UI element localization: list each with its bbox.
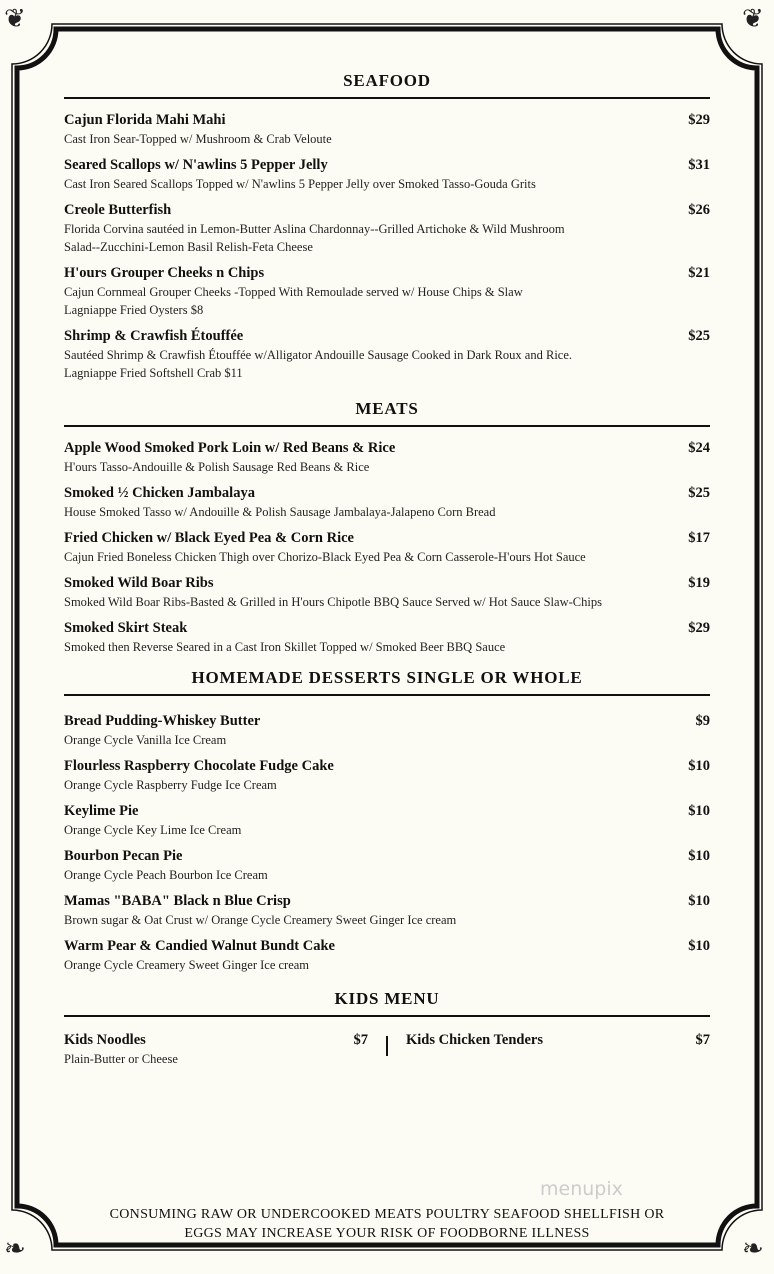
item-description: Cast Iron Sear-Topped w/ Mushroom & Crab Veloute <box>64 132 332 146</box>
floral-ornament-icon: ❧ <box>742 1234 764 1263</box>
section-divider <box>64 425 710 427</box>
item-description: Florida Corvina sautéed in Lemon-Butter Aslina Chardonnay--Grilled Artichoke & Wild Mushroom <box>64 222 565 236</box>
item-name: Warm Pear & Candied Walnut Bundt Cake <box>64 938 335 954</box>
section-title: MEATS <box>355 399 419 418</box>
item-price: $17 <box>688 530 710 546</box>
menu-item <box>64 264 710 319</box>
item-name: Kids Chicken Tenders <box>406 1032 543 1048</box>
menu-item <box>64 937 710 974</box>
item-name: Smoked ½ Chicken Jambalaya <box>64 485 255 501</box>
item-name: Bread Pudding-Whiskey Butter <box>64 713 261 729</box>
item-description: H'ours Tasso-Andouille & Polish Sausage Red Beans & Rice <box>64 460 370 474</box>
item-price: $10 <box>688 848 710 864</box>
item-description: Cajun Fried Boneless Chicken Thigh over Chorizo-Black Eyed Pea & Corn Casserole-H'ours Hot Sauce <box>64 550 586 564</box>
item-description: Sautéed Shrimp & Crawfish Étouffée w/Alligator Andouille Sausage Cooked in Dark Roux and Rice. <box>64 348 573 362</box>
item-description: Orange Cycle Vanilla Ice Cream <box>64 733 227 747</box>
item-name: Apple Wood Smoked Pork Loin w/ Red Beans & Rice <box>64 440 396 456</box>
food-safety-disclaimer <box>0 1205 774 1243</box>
meats-section <box>64 398 710 664</box>
item-name: Kids Noodles <box>64 1032 146 1048</box>
item-name: Smoked Skirt Steak <box>64 620 188 636</box>
menu-item <box>64 757 710 794</box>
item-description: Orange Cycle Raspberry Fudge Ice Cream <box>64 778 277 792</box>
floral-ornament-icon: ❦ <box>4 4 26 33</box>
item-price: $19 <box>688 575 710 591</box>
menu-item <box>64 574 710 611</box>
item-name: Smoked Wild Boar Ribs <box>64 575 214 591</box>
section-title: KIDS MENU <box>334 989 440 1008</box>
item-price: $31 <box>688 157 710 173</box>
section-divider <box>64 97 710 99</box>
item-price: $10 <box>688 893 710 909</box>
menu-item <box>388 1031 710 1068</box>
menu-item <box>64 712 710 749</box>
item-description: Salad--Zucchini-Lemon Basil Relish-Feta Cheese <box>64 240 313 254</box>
item-name: Mamas "BABA" Black n Blue Crisp <box>64 893 291 909</box>
menu-item <box>64 439 710 476</box>
item-description: Lagniappe Fried Softshell Crab $11 <box>64 366 243 380</box>
menu-item <box>64 156 710 193</box>
item-price: $7 <box>353 1032 368 1048</box>
menu-item <box>64 802 710 839</box>
item-price: $10 <box>688 758 710 774</box>
item-price: $24 <box>688 440 710 456</box>
item-name: Cajun Florida Mahi Mahi <box>64 112 226 128</box>
item-description: House Smoked Tasso w/ Andouille & Polish Sausage Jambalaya-Jalapeno Corn Bread <box>64 505 496 519</box>
floral-ornament-icon: ❦ <box>742 4 764 33</box>
watermark: menupix <box>540 1178 623 1200</box>
disclaimer-line: CONSUMING RAW OR UNDERCOOKED MEATS POULTRY SEAFOOD SHELLFISH OR <box>109 1207 665 1222</box>
item-description: Orange Cycle Creamery Sweet Ginger Ice cream <box>64 958 310 972</box>
item-price: $25 <box>688 328 710 344</box>
menu-item <box>64 529 710 566</box>
item-description: Orange Cycle Peach Bourbon Ice Cream <box>64 868 268 882</box>
item-price: $10 <box>688 803 710 819</box>
item-description: Lagniappe Fried Oysters $8 <box>64 303 204 317</box>
item-price: $10 <box>688 938 710 954</box>
menu-item <box>64 111 710 148</box>
item-price: $25 <box>688 485 710 501</box>
item-description: Orange Cycle Key Lime Ice Cream <box>64 823 242 837</box>
item-description: Smoked then Reverse Seared in a Cast Iron Skillet Topped w/ Smoked Beer BBQ Sauce <box>64 640 506 654</box>
item-name: Keylime Pie <box>64 803 139 819</box>
menu-item <box>64 1031 386 1068</box>
seafood-section <box>64 70 710 390</box>
section-title: SEAFOOD <box>343 71 431 90</box>
item-description: Cast Iron Seared Scallops Topped w/ N'awlins 5 Pepper Jelly over Smoked Tasso-Gouda Grits <box>64 177 536 191</box>
menu-item <box>64 619 710 656</box>
item-name: H'ours Grouper Cheeks n Chips <box>64 265 265 281</box>
menu-item <box>64 327 710 382</box>
floral-ornament-icon: ❧ <box>4 1234 26 1263</box>
item-price: $26 <box>688 202 710 218</box>
item-name: Seared Scallops w/ N'awlins 5 Pepper Jelly <box>64 157 328 173</box>
item-description: Smoked Wild Boar Ribs-Basted & Grilled in H'ours Chipotle BBQ Sauce Served w/ Hot Sauce Slaw-Chips <box>64 595 602 609</box>
item-name: Flourless Raspberry Chocolate Fudge Cake <box>64 758 334 774</box>
item-name: Fried Chicken w/ Black Eyed Pea & Corn Rice <box>64 530 354 546</box>
item-name: Shrimp & Crawfish Étouffée <box>64 328 244 344</box>
item-name: Bourbon Pecan Pie <box>64 848 183 864</box>
homemade-desserts-single-or-whole-section <box>64 667 710 982</box>
section-divider <box>64 1015 710 1017</box>
item-description: Plain-Butter or Cheese <box>64 1052 178 1066</box>
section-title: HOMEMADE DESSERTS SINGLE OR WHOLE <box>191 668 583 687</box>
item-name: Creole Butterfish <box>64 202 172 218</box>
menu-item <box>64 847 710 884</box>
item-price: $21 <box>688 265 710 281</box>
disclaimer-line: EGGS MAY INCREASE YOUR RISK OF FOODBORNE ILLNESS <box>184 1226 590 1241</box>
menu-item <box>64 484 710 521</box>
item-price: $7 <box>695 1032 710 1048</box>
item-price: $29 <box>688 112 710 128</box>
menu-item <box>64 201 710 256</box>
menu-item <box>64 892 710 929</box>
item-price: $9 <box>695 713 710 729</box>
item-description: Brown sugar & Oat Crust w/ Orange Cycle Creamery Sweet Ginger Ice cream <box>64 913 457 927</box>
section-divider <box>64 694 710 696</box>
kids-menu-section <box>64 988 710 1068</box>
item-description: Cajun Cornmeal Grouper Cheeks -Topped With Remoulade served w/ House Chips & Slaw <box>64 285 523 299</box>
item-price: $29 <box>688 620 710 636</box>
